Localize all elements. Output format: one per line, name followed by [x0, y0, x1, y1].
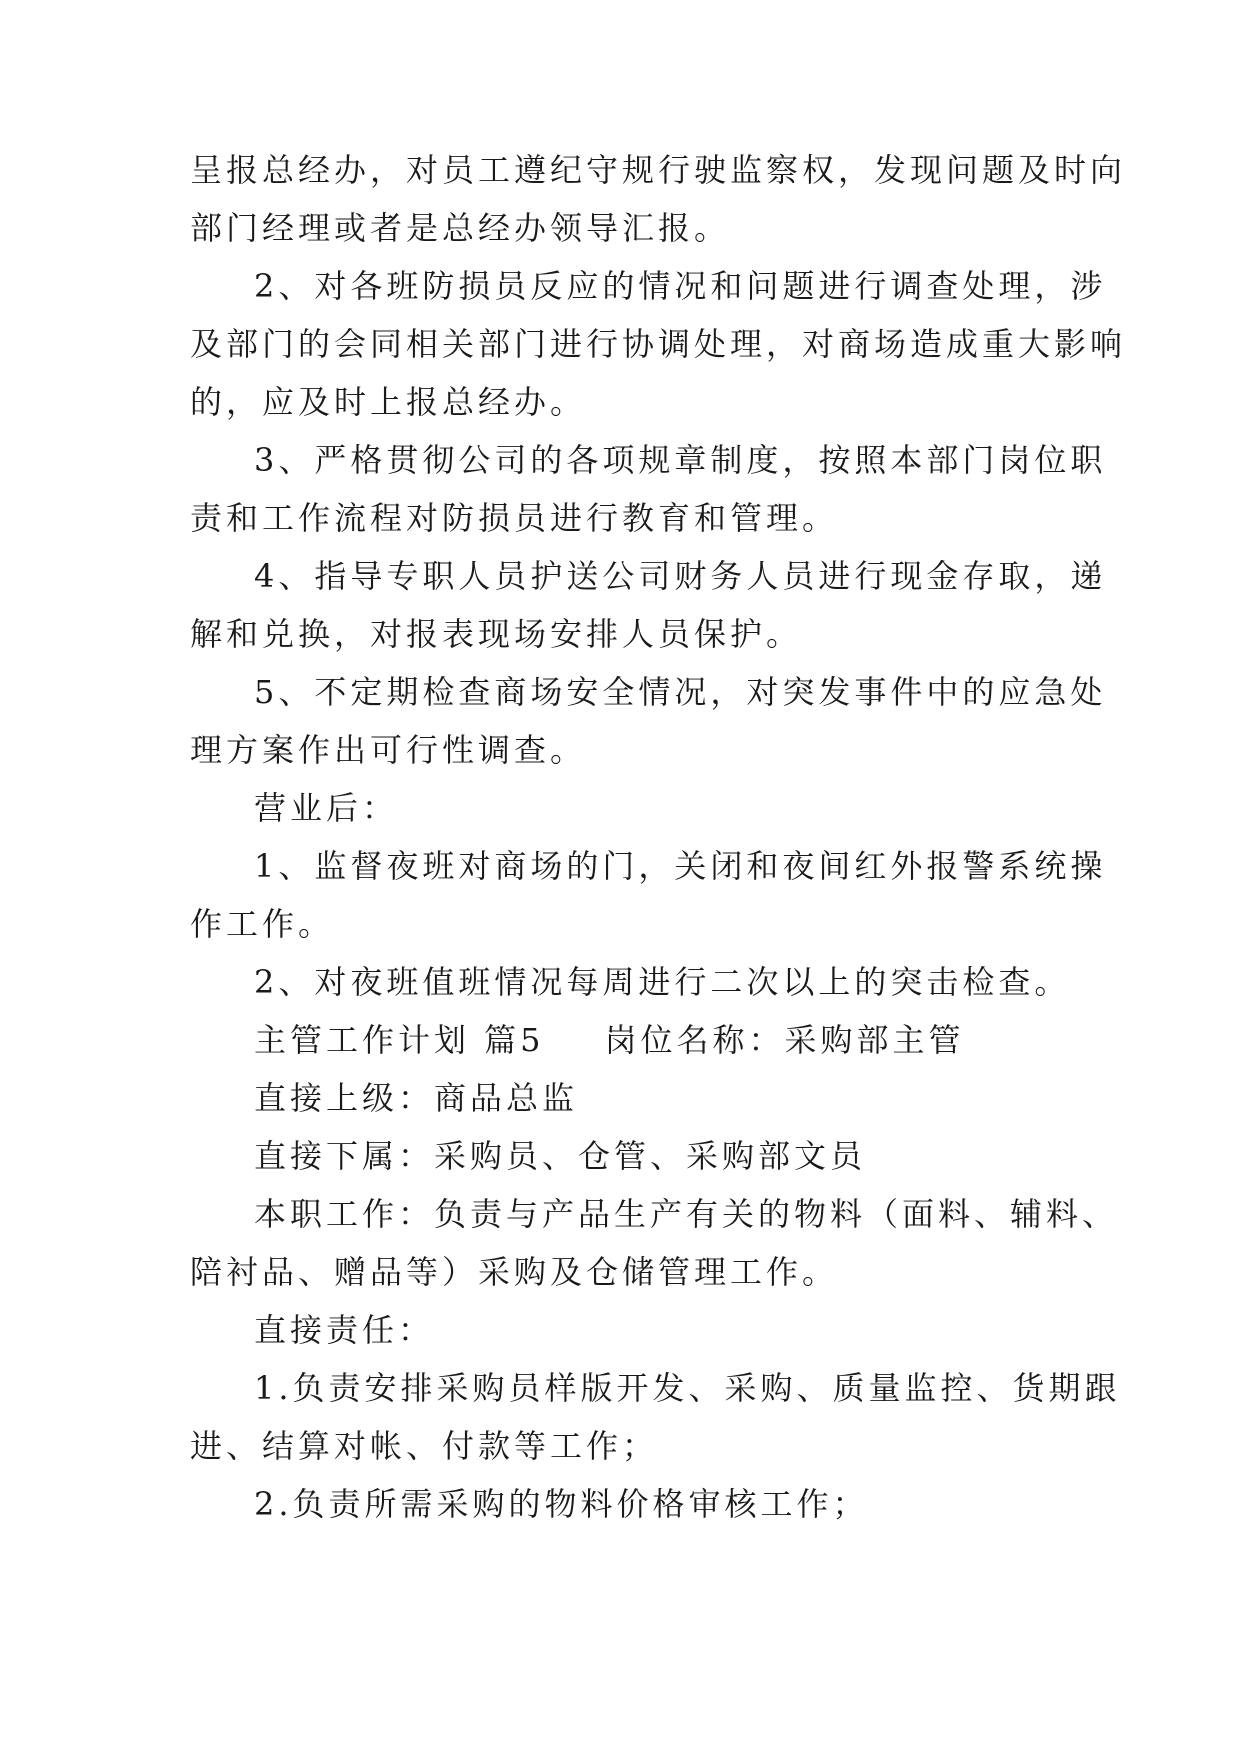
paragraph-line: 理方案作出可行性调查。 — [190, 731, 587, 769]
position-name: 岗位名称：采购部主管 — [604, 1021, 965, 1059]
direct-superior: 直接上级：商品总监 — [254, 1079, 579, 1117]
paragraph-line: 部门经理或者是总经办领导汇报。 — [190, 209, 731, 247]
paragraph-line: 解和兑换，对报表现场安排人员保护。 — [190, 615, 803, 653]
plan-title-line — [254, 1020, 965, 1060]
section-heading: 直接责任： — [254, 1311, 435, 1349]
paragraph-line: 2、对夜班值班情况每周进行二次以上的突击检查。 — [254, 963, 1071, 1001]
direct-subordinates: 直接下属：采购员、仓管、采购部文员 — [254, 1137, 867, 1175]
paragraph-line: 2.负责所需采购的物料价格审核工作； — [254, 1485, 869, 1523]
plan-title: 主管工作计划 篇5 — [254, 1021, 545, 1059]
paragraph-line: 及部门的会同相关部门进行协调处理，对商场造成重大影响 — [190, 325, 1127, 363]
paragraph-line: 责和工作流程对防损员进行教育和管理。 — [190, 499, 839, 537]
paragraph-line: 1、监督夜班对商场的门，关闭和夜间红外报警系统操 — [254, 847, 1107, 885]
paragraph-line: 作工作。 — [190, 905, 335, 943]
paragraph-line: 2、对各班防损员反应的情况和问题进行调查处理，涉 — [254, 267, 1107, 305]
paragraph-line: 4、指导专职人员护送公司财务人员进行现金存取，递 — [254, 557, 1107, 595]
paragraph-line: 进、结算对帐、付款等工作； — [190, 1427, 659, 1465]
paragraph-line: 1.负责安排采购员样版开发、采购、质量监控、货期跟 — [254, 1369, 1121, 1407]
paragraph-line: 本职工作：负责与产品生产有关的物料（面料、辅料、 — [254, 1195, 1119, 1233]
paragraph-line: 呈报总经办，对员工遵纪守规行驶监察权，发现问题及时向 — [190, 151, 1127, 189]
paragraph-line: 5、不定期检查商场安全情况，对突发事件中的应急处 — [254, 673, 1107, 711]
paragraph-line: 陪衬品、赠品等）采购及仓储管理工作。 — [190, 1253, 839, 1291]
paragraph-line: 的，应及时上报总经办。 — [190, 383, 587, 421]
section-heading: 营业后： — [254, 789, 399, 827]
paragraph-line: 3、严格贯彻公司的各项规章制度，按照本部门岗位职 — [254, 441, 1107, 479]
